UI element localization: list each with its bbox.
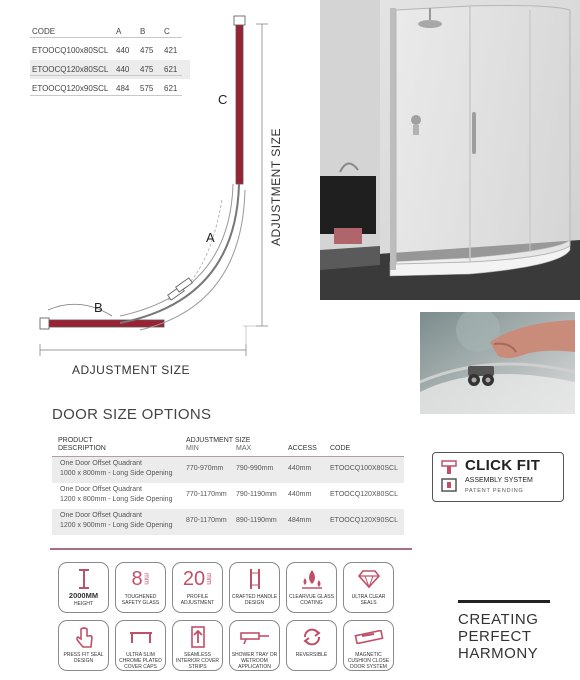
row-max: 790-990mm — [236, 465, 274, 472]
feature-label: SHOWER TRAY OR WETROOM APPLICATION — [231, 652, 278, 670]
click-fit-detail-photo — [420, 312, 575, 414]
code-cell: ETOOCQ100x80SCL — [32, 46, 109, 55]
feature-magnetic — [343, 620, 394, 671]
feature-label: CRAFTED HANDLE DESIGN — [231, 594, 278, 606]
row-product: One Door Offset Quadrant — [60, 512, 142, 519]
adjustment-size-horizontal: ADJUSTMENT SIZE — [72, 363, 190, 377]
feature-label: ULTRA SLIM CHROME PLATED COVER CAPS — [119, 652, 162, 670]
door-size-table-header — [52, 434, 404, 457]
shower-enclosure-photo — [320, 0, 580, 300]
product-header: PRODUCT — [58, 437, 93, 444]
door-size-bottom-rule — [50, 548, 412, 550]
cover-strip-arrow-icon — [173, 624, 222, 650]
row-min: 770-1170mm — [186, 491, 227, 498]
c-header: C — [164, 27, 170, 36]
feature-cover-strips — [172, 620, 223, 671]
feature-clearvue — [286, 562, 337, 613]
a-cell: 484 — [116, 84, 130, 93]
row-product: One Door Offset Quadrant — [60, 486, 142, 493]
feature-reversible — [286, 620, 337, 671]
door-size-row — [52, 457, 404, 483]
adjustment-size-header: ADJUSTMENT SIZE — [186, 437, 251, 444]
min-header: MIN — [186, 445, 199, 452]
tagline-line: CREATING — [458, 611, 539, 628]
feature-value: 20 — [182, 567, 206, 590]
wall-bracket-left — [40, 318, 49, 329]
magnetic-seal-icon — [344, 624, 393, 650]
description-header: DESCRIPTION — [58, 445, 106, 452]
tagline-line: PERFECT — [458, 628, 532, 645]
door-size-options — [52, 406, 404, 544]
tagline — [458, 600, 568, 662]
shower-photo-illustration — [320, 0, 580, 300]
caulking-gun-icon — [230, 624, 279, 650]
b-cell: 575 — [140, 84, 154, 93]
a-cell: 440 — [116, 46, 130, 55]
code-cell: ETOOCQ120x80SCL — [32, 65, 109, 74]
adjustment-size-vertical: ADJUSTMENT SIZE — [269, 128, 283, 246]
row-max: 790-1190mm — [236, 491, 277, 498]
feature-label: SEAMLESS INTERIOR COVER STRIPS — [175, 652, 220, 670]
row-access: 440mm — [288, 491, 312, 498]
height-arrow-icon — [59, 566, 108, 592]
feature-handle — [229, 562, 280, 613]
row-min: 770-970mm — [186, 465, 224, 472]
door-size-row — [52, 509, 404, 535]
feature-label: PROFILE ADJUSTMENT — [180, 594, 215, 606]
label-a: A — [206, 230, 215, 245]
features-grid — [58, 560, 398, 675]
row-description: 1200 x 800mm - Long Side Opening — [60, 496, 173, 503]
tagline-bar — [458, 600, 550, 603]
door-swing-line — [168, 200, 222, 300]
diamond-icon — [344, 566, 393, 592]
click-fit-subtitle: ASSEMBLY SYSTEM — [465, 477, 533, 484]
a-cell: 440 — [116, 65, 130, 74]
feature-cover-caps — [115, 620, 166, 671]
curved-panel-outer — [120, 184, 239, 323]
row-code: ETOOCQ100X80SCL — [330, 465, 398, 472]
code-header: CODE — [330, 445, 351, 452]
row-product: One Door Offset Quadrant — [60, 460, 142, 467]
row-description: 1200 x 900mm - Long Side Opening — [60, 522, 173, 529]
row-description: 1000 x 800mm - Long Side Opening — [60, 470, 173, 477]
frame-horizontal — [48, 320, 164, 327]
feature-unit: mm — [142, 573, 150, 585]
max-header: MAX — [236, 445, 252, 452]
chrome-cap-icon — [116, 624, 165, 650]
row-access: 484mm — [288, 517, 312, 524]
curved-door-outer — [140, 190, 245, 330]
click-fit-badge — [432, 452, 564, 502]
feature-label: PRESS FIT SEAL DESIGN — [63, 652, 104, 664]
row-max: 890-1190mm — [236, 517, 277, 524]
tagline-line: HARMONY — [458, 645, 539, 662]
feature-press-fit — [58, 620, 109, 671]
row-code: ETOOCQ120X80SCL — [330, 491, 398, 498]
feature-clear-seals — [343, 562, 394, 613]
b-header: B — [140, 27, 146, 36]
feature-profile-adjustment — [172, 562, 223, 613]
c-cell: 621 — [164, 84, 178, 93]
b-cell: 475 — [140, 46, 154, 55]
hand-click-fit-illustration — [420, 312, 575, 414]
click-fit-icon — [439, 459, 461, 495]
code-header: CODE — [32, 27, 56, 36]
feature-label: CLEARVUE GLASS COATING — [289, 594, 334, 606]
a-header: A — [116, 27, 122, 36]
press-fit-hand-icon — [59, 624, 108, 650]
feature-unit: mm — [205, 573, 213, 585]
feature-toughened-glass — [115, 562, 166, 613]
row-min: 870-1170mm — [186, 517, 227, 524]
click-fit-title: CLICK FIT — [465, 457, 541, 474]
feature-value: 8 — [131, 567, 143, 590]
code-cell: ETOOCQ120x90SCL — [32, 84, 109, 93]
wall-bracket-top — [234, 16, 245, 25]
feature-label: MAGNETIC CUSHION CLOSE DOOR SYSTEM — [347, 652, 390, 670]
handle-icon — [230, 566, 279, 592]
feature-label: TOUGHENED SAFETY GLASS — [121, 594, 160, 606]
toughened-glass-icon — [116, 566, 165, 592]
c-cell: 421 — [164, 46, 178, 55]
feature-label: ULTRA CLEAR SEALS — [351, 594, 386, 606]
profile-adjustment-icon — [173, 566, 222, 592]
feature-height — [58, 562, 109, 613]
door-size-title: DOOR SIZE OPTIONS — [52, 406, 212, 423]
label-b: B — [94, 300, 103, 315]
feature-label: REVERSIBLE — [295, 652, 328, 658]
feature-label: HEIGHT — [74, 601, 93, 607]
access-header: ACCESS — [288, 445, 317, 452]
door-size-row — [52, 483, 404, 509]
row-code: ETOOCQ120X90SCL — [330, 517, 398, 524]
label-c: C — [218, 92, 228, 107]
click-fit-note: PATENT PENDING — [465, 488, 524, 494]
frame-vertical — [236, 24, 243, 184]
door-size-table — [52, 434, 404, 535]
feature-value: 2000MM — [68, 591, 99, 600]
reversible-arrows-icon — [287, 624, 336, 650]
water-drops-icon — [287, 566, 336, 592]
c-cell: 621 — [164, 65, 178, 74]
row-access: 440mm — [288, 465, 312, 472]
feature-shower-tray — [229, 620, 280, 671]
b-cell: 475 — [140, 65, 154, 74]
